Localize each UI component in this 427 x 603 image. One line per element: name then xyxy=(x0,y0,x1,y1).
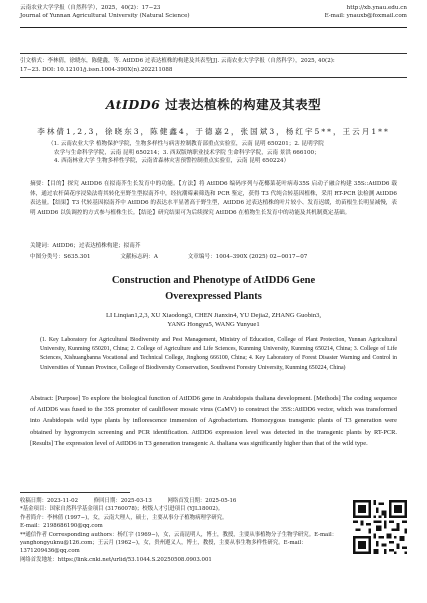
abstract-en: Abstract: [Purpose] To explore the biological function of AtIDD6 gene in Arabidopsis thaliana development. [Methods] The coding sequence of AtIDD6 was fused to the 35S promoter of cauliflower mosaic virus (CaMV) to construct the 35S::AtIDD6 vector, which was transformed into Arabidopsis wild type plants by inflorescence immersion of Agrobacterium. Homozygous transgenic plants of T3 generation were obtained by hygromycin screening and PCR identification. AtIDD6 expression level was detected in the transgenic plants by RT-PCR. [Results] The expression level of AtIDD6 in T3 generation transgenic A. thaliana was significantly higher than that of the wild type. xyxy=(30,395,397,447)
authors-cn: 李林倩1,2,3，徐晓东3，陈健鑫4，于德嘉2，张国斌3，杨红宇5**，王云月1** xyxy=(37,127,390,136)
article-number: 文章编号：1004–390X (2025) 02−0017−07 xyxy=(187,254,308,260)
citation-block xyxy=(20,57,407,74)
citation-rule-bottom xyxy=(20,77,407,78)
affiliation-cn-line: 4. 西南林业大学 生物多样性学院，云南省森林灾害预警控制重点实验室，云南 昆明 650224） xyxy=(54,158,290,164)
citation-line-1: 引文格式：李林倩，徐晓东，陈健鑫，等. AtIDD6 过表达植株的构建及其表型[J]. 云南农业大学学报（自然科学），2025, 40(2): xyxy=(20,58,335,64)
clc-number: 中图分类号：S635.301 xyxy=(30,254,91,260)
authors-en-line-2: YANG Hongyu5, WANG Yunyue1 xyxy=(167,321,260,329)
header-url[interactable]: http://xb.ynau.edu.cn xyxy=(346,5,407,11)
document-code: 文献标志码：A xyxy=(120,254,158,260)
affiliations-en: (1. Key Laboratory for Agricultural Biodiversity and Pest Management, Ministry of Education, College of Plant Protection, Yunnan Agricultural University, Kunming 650201, China; 2. College of Agriculture and Life Sciences, Kunming University, Kunming 650214, China; 3. College of Life Sciences, Xishuangbanna Vocational and Technical College, Jinghong 666100, China; 4. Key Laboratory of Forest Disaster Warning and Control in Universities of Yunnan Province, College of Biodiversity Conservation, Southwest Forestry University, Kunming 650224, China) xyxy=(40,337,397,371)
citation-rule-top xyxy=(20,53,407,54)
header-contact xyxy=(325,4,407,20)
header-journal-en: Journal of Yunnan Agricultural University (Natural Science) xyxy=(20,13,190,19)
revised-date: 修回日期：2025-03-13 xyxy=(93,498,152,504)
corresponding-author-note: **通信作者 Corresponding authors：杨红宇 (1969−)，女，云南昆明人，博士，教授，主要从事植物分子生物学研究。E-mail：yanghongyuknu@126.com；王云月 (1962−)，女，贵州遵义人，博士，教授，主要从事生物多样性研究。E-mail：1371209436@qq.com xyxy=(20,531,338,555)
online-first-url[interactable]: 网络首发地址：https://link.cnki.net/urlid/53.1044.S.20250508.0903.001 xyxy=(20,556,212,563)
header-journal-cn: 云南农业大学学报（自然科学），2025，40(2)：17−23 xyxy=(20,5,161,11)
affiliation-cn-line: 农学与生命科学学院，云南 昆明 650214；3. 西双版纳职业技术学院 生命科学学院，云南 景洪 666100； xyxy=(54,149,320,156)
title-en-line-1: Construction and Phenotype of AtIDD6 Gene xyxy=(111,275,316,286)
citation-line-2[interactable]: 17−23. DOI: 10.12101/j.issn.1004-390X(n).202211088 xyxy=(20,66,173,73)
title-en xyxy=(0,273,427,305)
footnote-dates xyxy=(20,497,345,505)
first-author-note: 作者简介：李林倩 (1997−)，女，云南大理人，硕士，主要从事分子植物病理学研究。 xyxy=(20,514,228,521)
abstract-cn: 摘要：【目的】探究 AtIDD6 在拟南芥生长发育中的功能。【方法】将 AtIDD6 编码序列与花椰菜花叶病毒35S 启动子融合构建 35S::AtIDD6 载体，通过农杆菌花序浸染法将其转化至野生型拟南芥中，经抗潮霉素筛选和 PCR 鉴定，获得 T3 代纯合转基因植株，采用 RT-PCR 法检测 AtIDD6 表达量。【结果】T3 代转基因拟南芥中 AtIDD6 的表达水平显著高于野生型，AtIDD6 过表达植株的叶片较小、发育迟缓，幼苗根生长明显减慢，表明 AtIDD6 以负调控的方式参与植株生长。【结论】研究结果可为后续探究 AtIDD6 在植物生长发育中的功能及其机制奠定基础。 xyxy=(30,181,397,216)
received-date: 收稿日期：2023-11-02 xyxy=(20,498,79,504)
title-en-line-2: Overexpressed Plants xyxy=(165,291,262,302)
header-journal xyxy=(20,4,190,20)
title-cn-gene: AtIDD6 xyxy=(105,97,161,112)
affiliation-cn-line: （1. 云南农业大学 植物保护学院，生物多样性与病害控制教育部重点实验室，云南 昆明 650201；2. 昆明学院 xyxy=(48,141,324,147)
affiliations-cn xyxy=(48,140,407,166)
title-cn-rest: 过表达植株的构建及其表型 xyxy=(160,97,322,112)
keywords-cn: 关键词：AtIDD6；过表达植株构建；拟南芥 xyxy=(30,243,141,249)
first-author-email[interactable]: E-mail：2198686190@qq.com xyxy=(20,523,103,530)
header-rule xyxy=(20,27,407,28)
authors-en-line-1: LI Linqian1,2,3, XU Xiaodong3, CHEN Jianxin4, YU Dejia2, ZHANG Guobin3, xyxy=(105,312,322,319)
classification-row xyxy=(30,252,397,260)
fund-note: *基金项目：国家自然科学基金项目 (31760078)；校级人才引进项目 (YJL18002)。 xyxy=(20,506,224,513)
footnote-rule xyxy=(20,492,130,493)
qr-code-icon[interactable] xyxy=(353,500,407,554)
authors-en xyxy=(30,311,397,330)
published-date: 网络首发日期：2025-05-16 xyxy=(167,498,237,504)
header-email[interactable]: E-mail: ynauxb@foxmail.com xyxy=(324,13,407,19)
footnotes xyxy=(20,497,345,564)
title-cn xyxy=(0,95,427,113)
